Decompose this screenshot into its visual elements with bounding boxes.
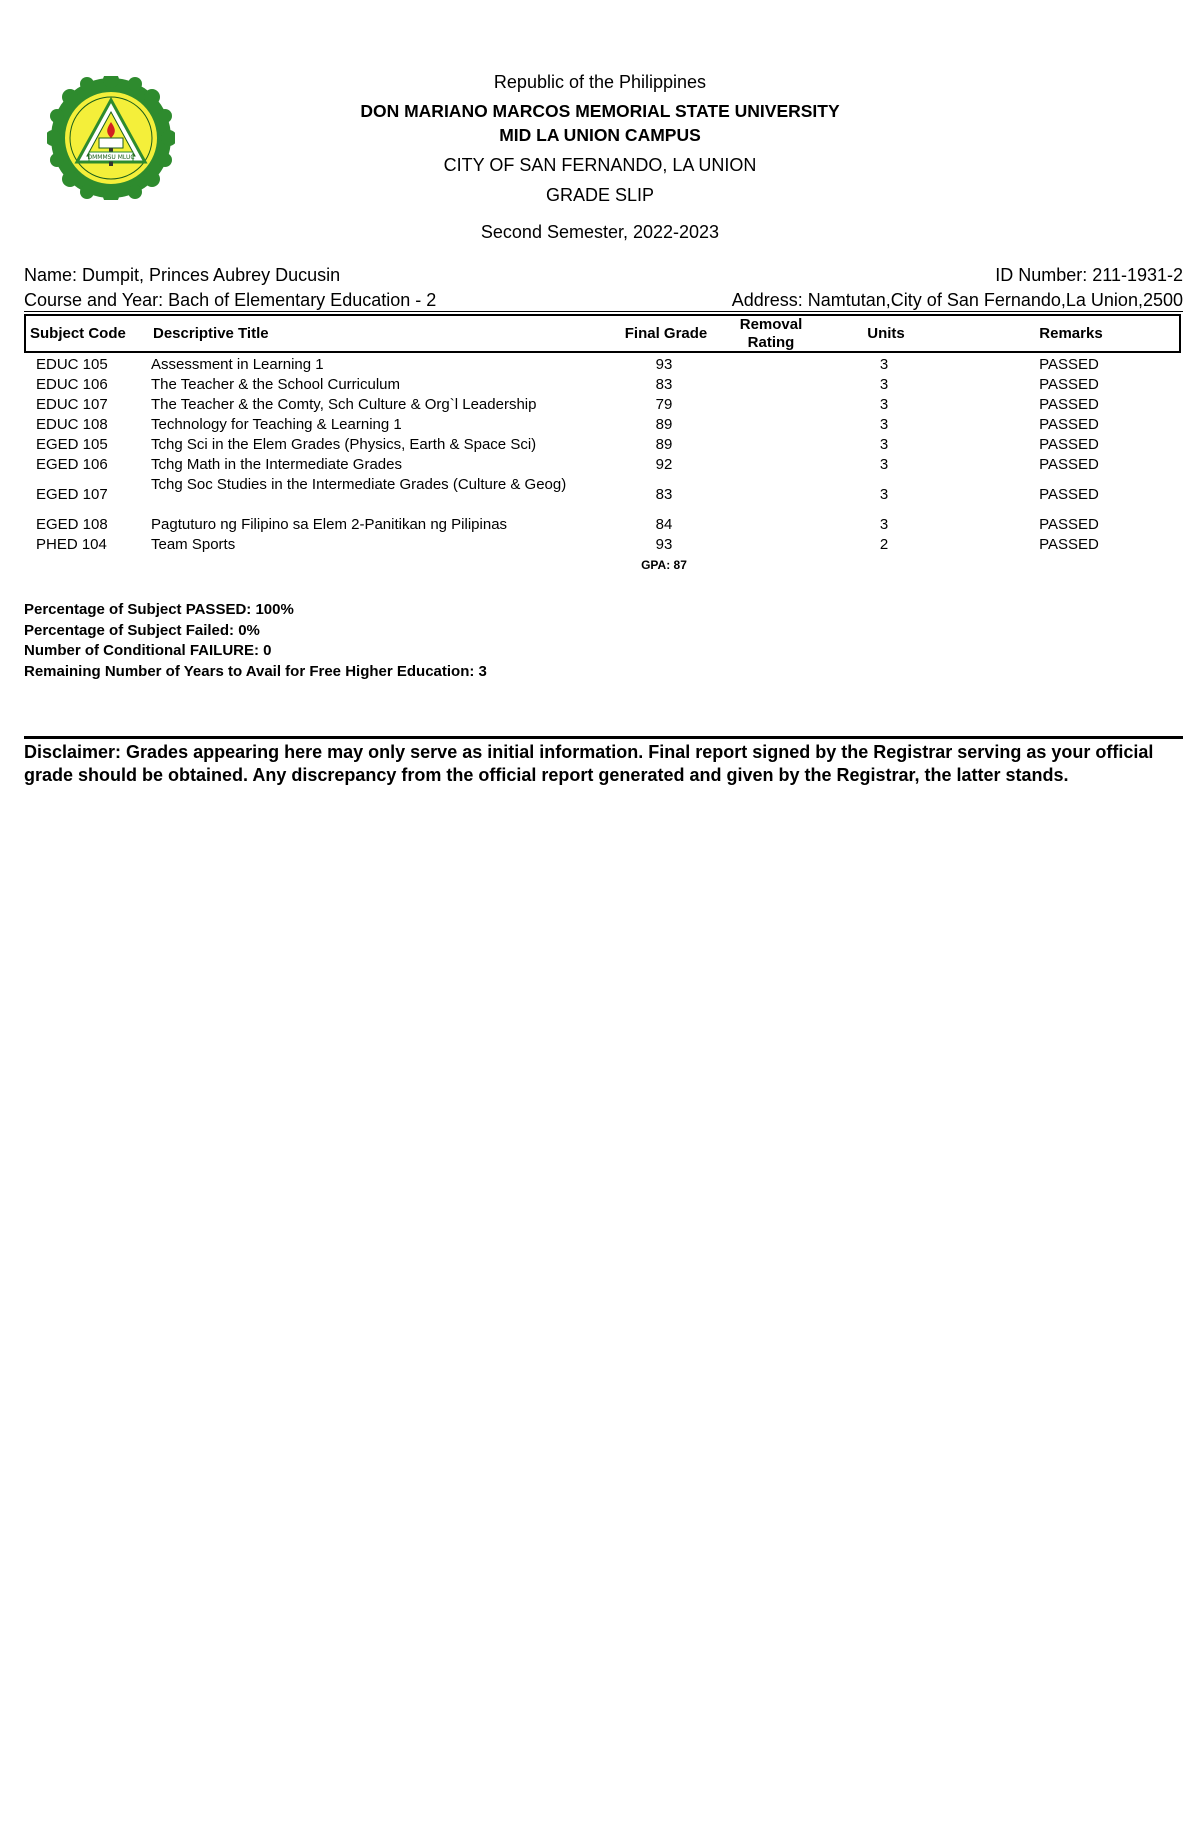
percentage-passed: Percentage of Subject PASSED: 100%	[24, 601, 294, 618]
student-address: Address: Namtutan,City of San Fernando,La Union,2500	[731, 290, 1183, 310]
semester-line: Second Semester, 2022-2023	[480, 222, 720, 242]
descriptive-title: The Teacher & the Comty, Sch Culture & Org`l Leadership	[151, 396, 537, 413]
final-grade: 84	[655, 516, 673, 533]
table-row	[24, 455, 1181, 475]
final-grade: 89	[655, 436, 673, 453]
final-grade: 89	[655, 416, 673, 433]
remarks: PASSED	[1039, 456, 1099, 473]
remarks: PASSED	[1039, 416, 1099, 433]
units: 3	[879, 356, 889, 373]
subject-code: EDUC 105	[36, 356, 108, 373]
units: 3	[879, 396, 889, 413]
table-row	[24, 535, 1181, 555]
descriptive-title: The Teacher & the School Curriculum	[151, 376, 401, 393]
gpa-value: GPA: 87	[641, 558, 687, 572]
header-units: Units	[867, 325, 905, 342]
university-seal-logo	[47, 76, 175, 200]
final-grade: 93	[655, 356, 673, 373]
descriptive-title: Team Sports	[151, 536, 236, 553]
grades-table-body	[24, 355, 1181, 555]
table-row	[24, 395, 1181, 415]
subject-code: EGED 106	[36, 456, 108, 473]
subject-code: EDUC 106	[36, 376, 108, 393]
campus-name: MID LA UNION CAMPUS	[499, 125, 701, 145]
remarks: PASSED	[1039, 396, 1099, 413]
units: 3	[879, 376, 889, 393]
descriptive-title: Tchg Soc Studies in the Intermediate Grades (Culture & Geog)	[151, 476, 567, 493]
subject-code: EDUC 108	[36, 416, 108, 433]
descriptive-title: Assessment in Learning 1	[151, 356, 324, 373]
units: 3	[879, 456, 889, 473]
remarks: PASSED	[1039, 516, 1099, 533]
units: 3	[879, 436, 889, 453]
table-row	[24, 475, 1181, 515]
table-row	[24, 375, 1181, 395]
final-grade: 83	[655, 486, 673, 503]
descriptive-title: Tchg Math in the Intermediate Grades	[151, 456, 402, 473]
student-id-number: ID Number: 211-1931-2	[995, 265, 1183, 285]
university-name: DON MARIANO MARCOS MEMORIAL STATE UNIVERSITY	[360, 101, 840, 121]
table-row	[24, 355, 1181, 375]
student-course: Course and Year: Bach of Elementary Education - 2	[24, 290, 437, 310]
units: 2	[879, 536, 889, 553]
subject-code: PHED 104	[36, 536, 107, 553]
remarks: PASSED	[1039, 376, 1099, 393]
final-grade: 92	[655, 456, 673, 473]
disclaimer-text: Disclaimer: Grades appearing here may only serve as initial information. Final report signed by the Registrar serving as your official grade should be obtained. Any discrepancy from the official report generated and given by the Registrar, the latter stands.	[24, 742, 1154, 785]
info-underline	[24, 311, 1183, 312]
header-remarks: Remarks	[1039, 325, 1103, 342]
conditional-failure-count: Number of Conditional FAILURE: 0	[24, 642, 272, 659]
final-grade: 83	[655, 376, 673, 393]
table-row	[24, 415, 1181, 435]
subject-code: EDUC 107	[36, 396, 108, 413]
subject-code: EGED 107	[36, 486, 108, 503]
republic-line: Republic of the Philippines	[493, 72, 707, 92]
remarks: PASSED	[1039, 356, 1099, 373]
remarks: PASSED	[1039, 436, 1099, 453]
final-grade: 93	[655, 536, 673, 553]
header-final-grade: Final Grade	[624, 325, 708, 342]
remarks: PASSED	[1039, 536, 1099, 553]
header-descriptive-title: Descriptive Title	[153, 325, 269, 342]
student-name: Name: Dumpit, Princes Aubrey Ducusin	[24, 265, 341, 285]
descriptive-title: Technology for Teaching & Learning 1	[151, 416, 402, 433]
disclaimer-divider	[24, 736, 1183, 739]
final-grade: 79	[655, 396, 673, 413]
table-row	[24, 435, 1181, 455]
header-removal-rating	[716, 316, 826, 352]
svg-text:DMMMSU MLUC: DMMMSU MLUC	[87, 154, 135, 161]
header-subject-code: Subject Code	[30, 325, 126, 342]
percentage-failed: Percentage of Subject Failed: 0%	[24, 621, 260, 639]
remarks: PASSED	[1039, 486, 1099, 503]
table-row	[24, 515, 1181, 535]
city-line: CITY OF SAN FERNANDO, LA UNION	[443, 155, 757, 175]
descriptive-title: Pagtuturo ng Filipino sa Elem 2-Panitikan ng Pilipinas	[151, 516, 508, 533]
units: 3	[879, 416, 889, 433]
grades-table-header	[24, 314, 1181, 353]
subject-code: EGED 108	[36, 516, 108, 533]
units: 3	[879, 516, 889, 533]
subject-code: EGED 105	[36, 436, 108, 453]
summary-stats	[24, 600, 487, 682]
document-title: GRADE SLIP	[545, 185, 655, 205]
remaining-years: Remaining Number of Years to Avail for Free Higher Education: 3	[24, 662, 487, 680]
header-removal-line2: Rating	[747, 334, 795, 351]
units: 3	[879, 486, 889, 503]
header-removal-line1: Removal	[739, 316, 803, 333]
descriptive-title: Tchg Sci in the Elem Grades (Physics, Earth & Space Sci)	[151, 436, 537, 453]
